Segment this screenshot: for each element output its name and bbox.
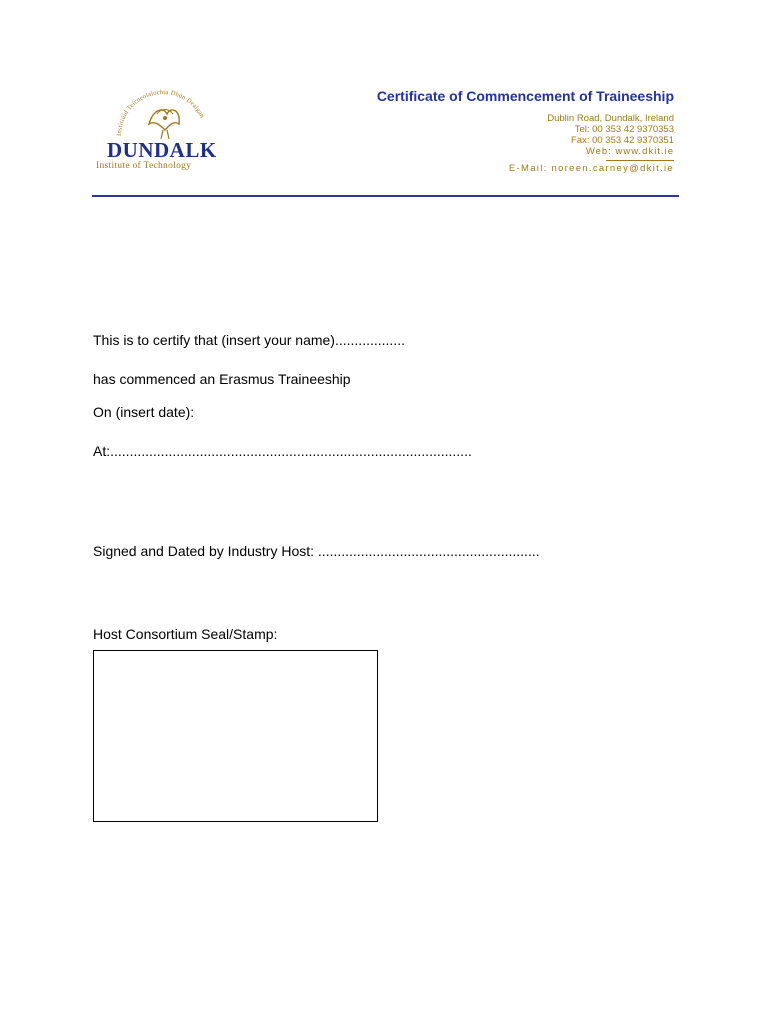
dkit-crest-icon xyxy=(113,84,213,146)
web-line: Web: www.dkit.ie xyxy=(585,146,674,157)
logo-name: DUNDALK xyxy=(107,138,217,162)
signature-line: Signed and Dated by Industry Host: ......................................................... xyxy=(93,543,540,559)
logo-subtitle: Institute of Technology xyxy=(96,161,192,171)
seal-stamp-box xyxy=(93,650,378,822)
certify-line: This is to certify that (insert your name).................. xyxy=(93,332,405,348)
tel-line: Tel: 00 353 42 9370353 xyxy=(574,124,674,135)
address-line: Dublin Road, Dundalk, Ireland xyxy=(547,113,674,124)
svg-text:Institiúid Teicneolaíochta Dhú: Institiúid Teicneolaíochta Dhún Dealgan xyxy=(115,88,206,137)
dkit-logo xyxy=(93,84,228,176)
contact-divider xyxy=(606,160,674,161)
date-line: On (insert date): xyxy=(93,404,195,420)
location-line: At:............................................................................................. xyxy=(93,443,472,459)
contact-block xyxy=(509,113,674,174)
fax-line: Fax: 00 353 42 9370351 xyxy=(570,135,674,146)
email-line: E-Mail: noreen.carney@dkit.ie xyxy=(508,163,674,174)
header-divider xyxy=(92,195,679,197)
commenced-line: has commenced an Erasmus Traineeship xyxy=(93,371,351,387)
certificate-title: Certificate of Commencement of Traineeship xyxy=(376,88,674,104)
seal-label: Host Consortium Seal/Stamp: xyxy=(93,626,278,642)
